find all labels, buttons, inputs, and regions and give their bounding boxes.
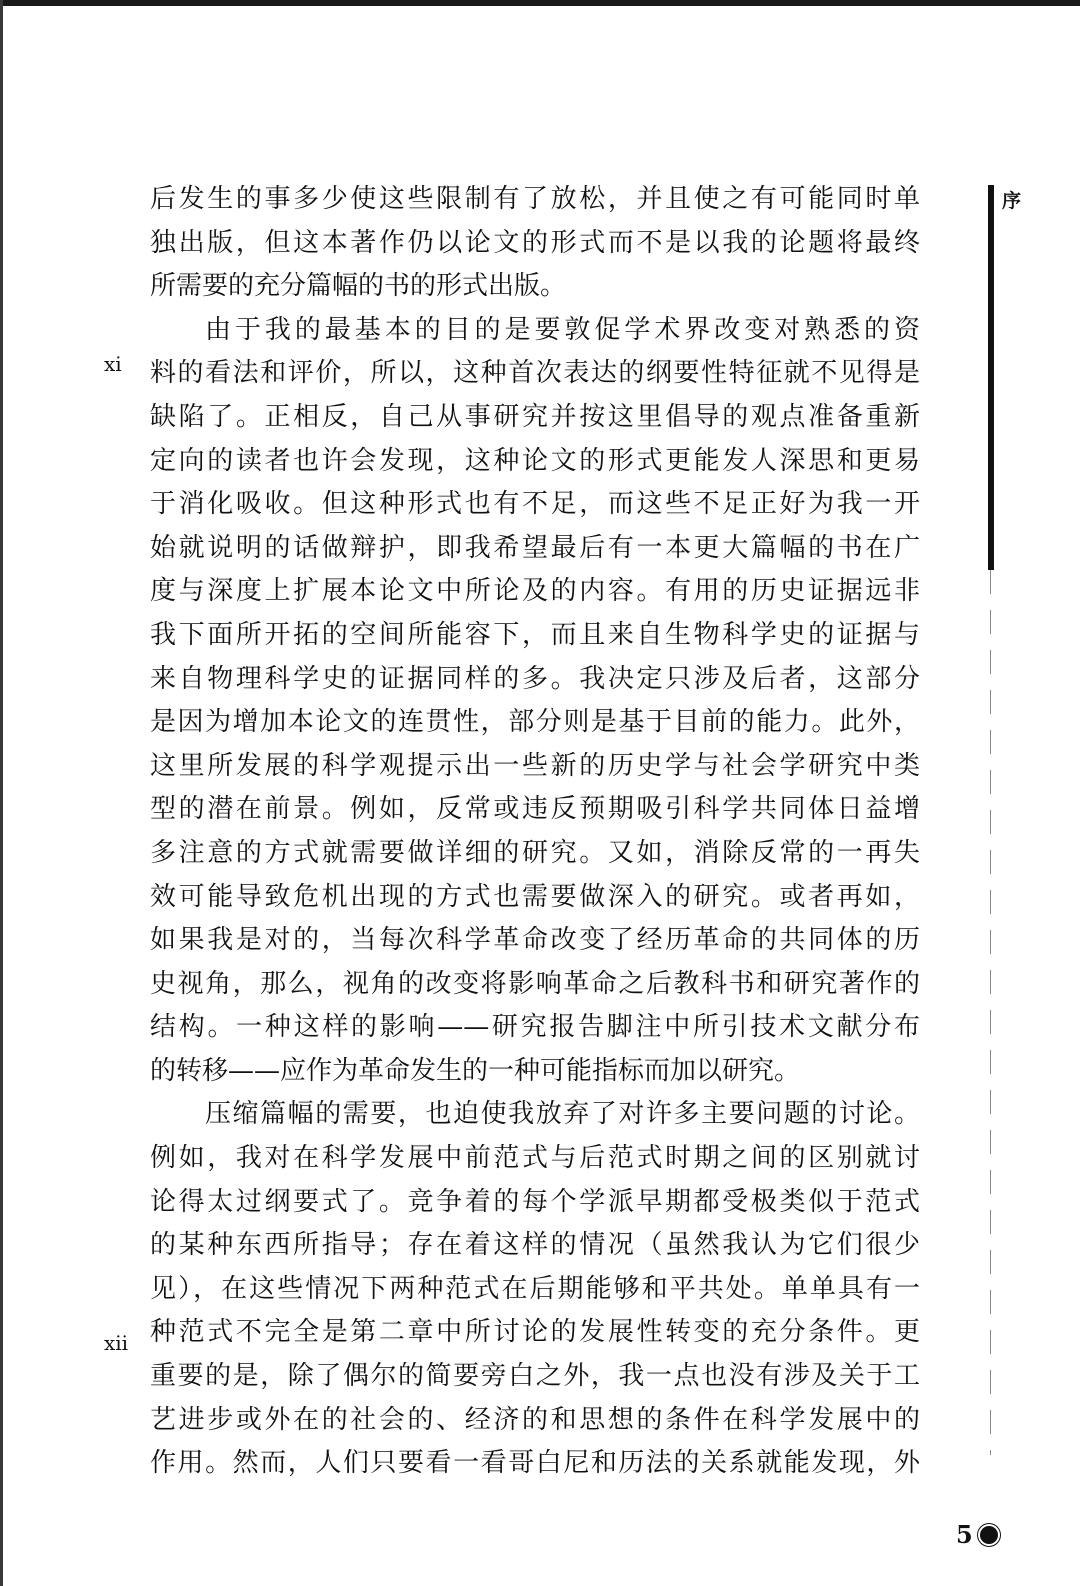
text-line: 效可能导致危机出现的方式也需要做深入的研究。或者再如， bbox=[150, 881, 920, 912]
text-line: 型的潜在前景。例如，反常或违反预期吸引科学共同体日益增 bbox=[150, 794, 920, 825]
text-line: 例如，我对在科学发展中前范式与后范式时期之间的区别就讨 bbox=[150, 1143, 920, 1174]
text-line: 始就说明的话做辩护，即我希望最后有一本更大篇幅的书在广 bbox=[150, 532, 920, 563]
text-line: 独出版，但这本著作仍以论文的形式而不是以我的论题将最终 bbox=[150, 227, 920, 258]
text-line: 度与深度上扩展本论文中所论及的内容。有用的历史证据远非 bbox=[150, 576, 920, 607]
text-line: 种范式不完全是第二章中所讨论的发展性转变的充分条件。更 bbox=[150, 1317, 920, 1348]
paragraph-start-line: 由于我的最基本的目的是要敦促学术界改变对熟悉的资 bbox=[205, 314, 920, 345]
section-tab-bar bbox=[988, 185, 994, 570]
text-line: 是因为增加本论文的连贯性，部分则是基于目前的能力。此外， bbox=[150, 707, 920, 738]
text-line: 于消化吸收。但这种形式也有不足，而这些不足正好为我一开 bbox=[150, 489, 920, 520]
text-line: 缺陷了。正相反，自己从事研究并按这里倡导的观点准备重新 bbox=[150, 401, 920, 432]
section-side-rule bbox=[990, 570, 991, 1455]
left-page-edge bbox=[0, 0, 3, 1586]
text-line: 后发生的事多少使这些限制有了放松，并且使之有可能同时单 bbox=[150, 184, 920, 214]
text-line: 的转移——应作为革命发生的一种可能指标而加以研究。 bbox=[150, 1055, 801, 1086]
text-line: 这里所发展的科学观提示出一些新的历史学与社会学研究中类 bbox=[150, 750, 920, 781]
text-line: 论得太过纲要式了。竞争着的每个学派早期都受极类似于范式 bbox=[150, 1186, 920, 1217]
margin-page-marker-xi: xi bbox=[104, 352, 122, 376]
text-line: 所需要的充分篇幅的书的形式出版。 bbox=[150, 271, 567, 302]
body-text bbox=[150, 178, 920, 1486]
text-line: 史视角，那么，视角的改变将影响革命之后教科书和研究著作的 bbox=[150, 968, 920, 999]
text-line: 重要的是，除了偶尔的简要旁白之外，我一点也没有涉及关于工 bbox=[150, 1361, 920, 1392]
text-line: 如果我是对的，当每次科学革命改变了经历革命的共同体的历 bbox=[150, 925, 920, 956]
text-line: 结构。一种这样的影响——研究报告脚注中所引技术文献分布 bbox=[150, 1012, 920, 1043]
text-line: 多注意的方式就需要做详细的研究。又如，消除反常的一再失 bbox=[150, 837, 920, 868]
top-border-rule bbox=[0, 0, 1080, 6]
page-number-dot-icon bbox=[980, 1526, 998, 1544]
text-line: 见），在这些情况下两种范式在后期能够和平共处。单单具有一 bbox=[150, 1273, 920, 1304]
page-number: 5 bbox=[956, 1520, 973, 1549]
text-line: 我下面所开拓的空间所能容下，而且来自生物科学史的证据与 bbox=[150, 619, 920, 650]
text-line: 定向的读者也许会发现，这种论文的形式更能发人深思和更易 bbox=[150, 445, 920, 476]
margin-page-marker-xii: xii bbox=[104, 1331, 129, 1355]
text-line: 来自物理科学史的证据同样的多。我决定只涉及后者，这部分 bbox=[150, 663, 920, 694]
text-line: 作用。然而，人们只要看一看哥白尼和历法的关系就能发现，外 bbox=[150, 1448, 920, 1479]
text-line: 艺进步或外在的社会的、经济的和思想的条件在科学发展中的 bbox=[150, 1404, 920, 1435]
text-line: 料的看法和评价，所以，这种首次表达的纲要性特征就不见得是 bbox=[150, 358, 920, 389]
section-label: 序 bbox=[1002, 190, 1022, 212]
paragraph-start-line: 压缩篇幅的需要，也迫使我放弃了对许多主要问题的讨论。 bbox=[205, 1099, 920, 1130]
text-line: 的某种东西所指导；存在着这样的情况（虽然我认为它们很少 bbox=[150, 1230, 920, 1261]
